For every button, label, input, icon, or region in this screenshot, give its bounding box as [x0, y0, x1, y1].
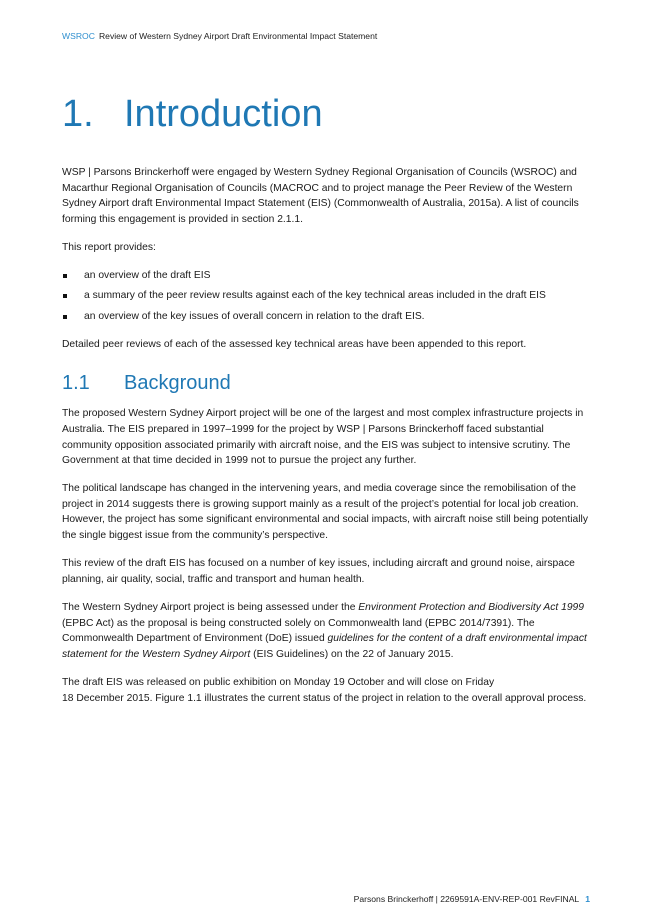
act-title: Environment Protection and Biodiversity Act 1999 — [358, 602, 584, 614]
background-paragraph-1: The proposed Western Sydney Airport project will be one of the largest and most complex infrastructure projects in Australia. The EIS prepared in 1997–1999 for the project by WSP | Parsons Brinckerhoff faced substantial community opposition associated primarily with aircraft noise, and the EIS was subject to intensive scrutiny. The Government at that time decided in 1999 not to pursue the project any further. — [62, 408, 584, 467]
paragraph-line: 18 December 2015. Figure 1.1 illustrates the current status of the project in relation to the overall approval process. — [62, 692, 587, 704]
background-paragraph-2: The political landscape has changed in the intervening years, and media coverage since the remobilisation of the project in 2014 suggests there is growing support mainly as a result of the project’s potential for local job creation. However, the project has some significant environmental and social impacts, with aircraft noise still being potentially the single biggest issue from the community’s perspective. — [62, 483, 588, 542]
paragraph-text: The Western Sydney Airport project is being assessed under the — [62, 602, 359, 614]
bullet-square-icon — [63, 294, 67, 298]
section-title-text: Background — [124, 372, 231, 395]
header-title: Review of Western Sydney Airport Draft Environmental Impact Statement — [98, 31, 378, 41]
bullet-square-icon — [63, 315, 67, 319]
main-content — [62, 165, 592, 719]
report-provides-list — [62, 268, 592, 324]
paragraph-text: (EIS Guidelines) on the 22 of January 2015. — [250, 648, 454, 660]
paragraph-line: The draft EIS was released on public exhibition on Monday 19 October and will close on Friday — [62, 677, 495, 688]
list-item-text: a summary of the peer review results against each of the key technical areas included in the draft EIS — [84, 290, 546, 302]
page-header — [62, 31, 377, 41]
guidelines-title: guidelines for the content of a draft environmental impact statement for the Western Sydney Airport — [62, 633, 587, 660]
background-paragraph-5 — [62, 675, 592, 706]
section-title-background — [62, 371, 592, 395]
list-item — [62, 309, 592, 325]
chapter-number: 1. — [62, 93, 94, 135]
intro-paragraph-1: WSP | Parsons Brinckerhoff were engaged by Western Sydney Regional Organisation of Councils (WSROC) and Macarthur Regional Organisation of Councils (MACROC and to project manage the Peer Review of the Western Sydney Airport draft Environmental Impact Statement (EIS) (Commonwealth of Australia, 2015a). A list of councils forming this engagement is provided in section 2.1.1. — [62, 167, 579, 225]
list-item-text: an overview of the key issues of overall concern in relation to the draft EIS. — [84, 310, 425, 322]
background-paragraph-3: This review of the draft EIS has focused on a number of key issues, including aircraft and ground noise, airspace planning, air quality, social, traffic and transport and human health. — [62, 558, 575, 585]
chapter-title-text: Introduction — [124, 93, 323, 135]
page-footer — [354, 894, 590, 904]
list-item-text: an overview of the draft EIS — [84, 270, 211, 282]
footer-text: Parsons Brinckerhoff | 2269591A-ENV-REP-001 RevFINAL — [353, 894, 580, 904]
section-number: 1.1 — [62, 372, 90, 395]
background-paragraph-4 — [62, 600, 592, 662]
intro-paragraph-2: This report provides: — [62, 241, 156, 253]
paragraph-text: (EPBC Act) as the proposal is being constructed solely on Commonwealth land (EPBC 2014/7391). The Commonwealth Department of Environment (DoE) issued — [62, 617, 535, 645]
intro-paragraph-3: Detailed peer reviews of each of the assessed key technical areas have been appended to this report. — [62, 338, 527, 350]
list-item — [62, 288, 592, 304]
bullet-square-icon — [63, 274, 67, 278]
page-number: 1 — [585, 894, 590, 904]
chapter-title — [62, 92, 323, 136]
header-org: WSROC — [62, 31, 95, 41]
list-item — [62, 268, 592, 284]
